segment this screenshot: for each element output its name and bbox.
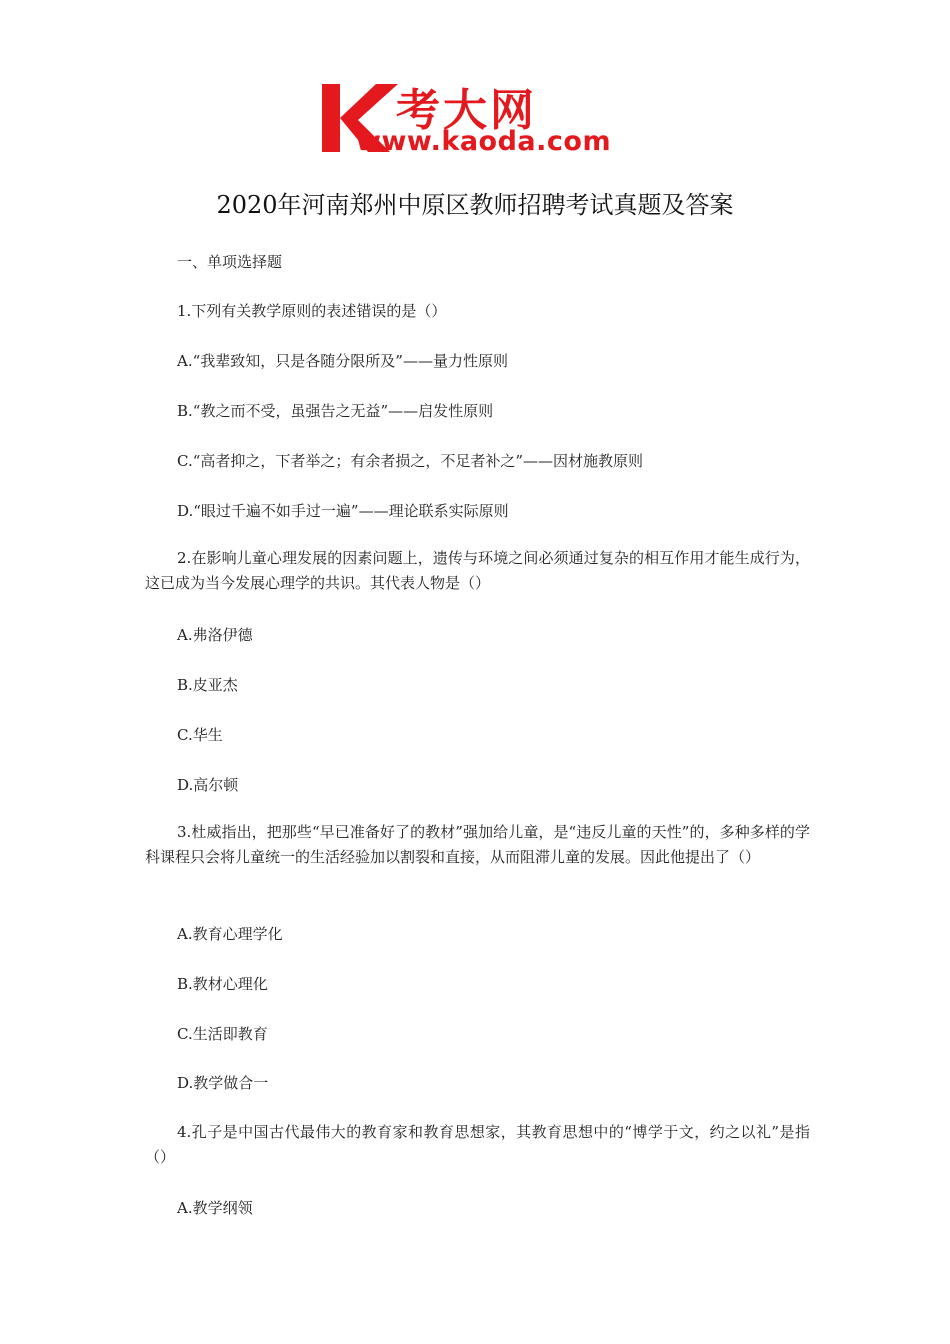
- question-option: B.教材心理化: [177, 975, 268, 993]
- question-option: A.教学纲领: [177, 1199, 253, 1217]
- logo-url-text: www.kaoda.com: [356, 126, 612, 157]
- question-option: B.皮亚杰: [177, 676, 238, 694]
- question-option: B.“教之而不受，虽强告之无益”——启发性原则: [177, 402, 494, 420]
- section-heading: 一、单项选择题: [177, 253, 283, 271]
- question-option: A.弗洛伊德: [177, 626, 253, 644]
- question-stem: 1.下列有关教学原则的表述错误的是（）: [177, 302, 447, 320]
- kaoda-logo: [318, 78, 638, 158]
- question-option: A.教育心理学化: [177, 925, 283, 943]
- question-stem: 4.孔子是中国古代最伟大的教育家和教育思想家，其教育思想中的“博学于文，约之以礼”是指（）: [145, 1123, 810, 1166]
- question-stem: 3.杜威指出，把那些“早已准备好了的教材”强加给儿童，是“违反儿童的天性”的，多种多样的学科课程只会将儿童统一的生活经验加以割裂和直接，从而阻滞儿童的发展。因此他提出了（）: [145, 823, 810, 866]
- question-option: C.生活即教育: [177, 1025, 268, 1043]
- question-option: D.“眼过千遍不如手过一遍”——理论联系实际原则: [177, 502, 509, 520]
- question-option: C.“高者抑之，下者举之；有余者损之，不足者补之”——因材施教原则: [177, 452, 644, 470]
- question-option: D.教学做合一: [177, 1074, 269, 1092]
- question-option: D.高尔顿: [177, 776, 239, 794]
- logo-brand-text: 考大网: [396, 85, 537, 136]
- question-option: C.华生: [177, 726, 223, 744]
- document-title: 2020年河南郑州中原区教师招聘考试真题及答案: [216, 191, 734, 219]
- question-stem: 2.在影响儿童心理发展的因素问题上，遗传与环境之间必须通过复杂的相互作用才能生成行为，这已成为当今发展心理学的共识。其代表人物是（）: [145, 549, 810, 592]
- question-option: A.“我辈致知，只是各随分限所及”——量力性原则: [177, 352, 508, 370]
